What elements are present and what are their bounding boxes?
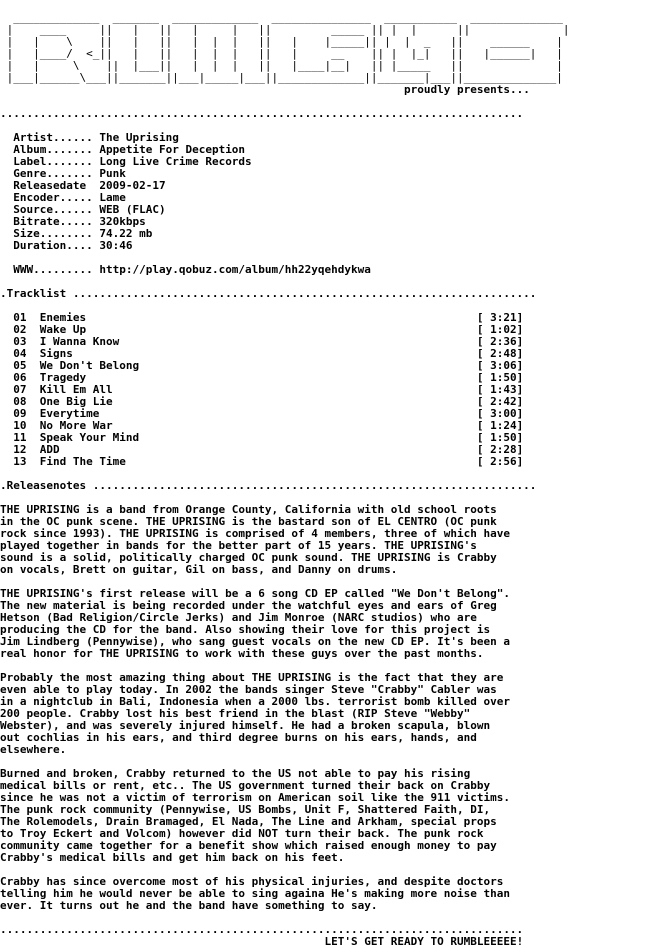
track-title: Find The Time	[39, 455, 126, 468]
info-value: WEB (FLAC)	[99, 203, 166, 216]
info-value: Lame	[99, 191, 126, 204]
info-label: Label.......	[13, 155, 93, 168]
release-note-paragraph: THE UPRISING's first release will be a 6 song CD EP called "We Don't Belong". The new material is being recorded under the watchful eyes and ears of Greg Hetson (Bad Religion/Circle Jerks) and Jim Monroe (NARC studios) who are producing the CD for the band. Also showing their love for this project is Jim Lindberg (Pennywise), who sang guest vocals on the new CD EP. It's been a real honor for THE UPRISING to work with these guys over the past months.	[0, 587, 510, 660]
track-duration: [ 2:36]	[476, 335, 524, 348]
track-duration: [ 1:24]	[476, 419, 524, 432]
logo-art-line: | |____/ <_|| | || | | | || | __ || | |_| || |______| |	[0, 47, 563, 60]
footer-row	[0, 936, 570, 948]
track-title: Tragedy	[39, 371, 87, 384]
info-label: Encoder.....	[13, 191, 93, 204]
track-title: Speak Your Mind	[39, 431, 140, 444]
info-label: Genre.......	[13, 167, 93, 180]
track-number: 09	[13, 407, 27, 420]
info-value: The Uprising	[99, 131, 179, 144]
info-value: Punk	[99, 167, 126, 180]
track-duration: [ 3:00]	[476, 407, 524, 420]
tagline-spacer	[0, 83, 404, 96]
track-duration: [ 2:48]	[476, 347, 524, 360]
track-number: 05	[13, 359, 27, 372]
track-number: 13	[13, 455, 27, 468]
tracklist-header: .Tracklist ......................................................................	[0, 287, 537, 300]
track-number: 12	[13, 443, 27, 456]
info-label: Album.......	[13, 143, 93, 156]
track-number: 10	[13, 419, 27, 432]
releasenotes-header: .Releasenotes ...................................................................	[0, 479, 537, 492]
info-value: 74.22 mb	[99, 227, 153, 240]
track-duration: [ 1:50]	[476, 371, 524, 384]
info-label: Duration....	[13, 239, 93, 252]
footer-slogan: LET'S GET READY TO RUMBLEEEEE!	[324, 935, 524, 948]
www-row	[0, 264, 570, 276]
info-label: Releasedate	[13, 179, 93, 192]
info-row	[0, 240, 570, 252]
logo-art-line: _____________ _______ _____________ _______________ ___________ ______________	[0, 11, 563, 24]
rumble-logo	[0, 12, 570, 84]
track-number: 02	[13, 323, 27, 336]
track-title: I Wanna Know	[39, 335, 120, 348]
track-title: Signs	[39, 347, 73, 360]
track-duration: [ 2:42]	[476, 395, 524, 408]
info-label: Source......	[13, 203, 93, 216]
track-duration: [ 1:43]	[476, 383, 524, 396]
track-duration: [ 2:28]	[476, 443, 524, 456]
track-number: 03	[13, 335, 27, 348]
release-note-paragraph: Probably the most amazing thing about THE UPRISING is the fact that they are even able to play today. In 2002 the bands singer Steve "Crabby" Cabler was in a nightclub in Bali, Indonesia when a 2000 lbs. terrorist bomb killed over 200 people. Crabby lost his best friend in the blast (RIP Steve "Webby" Webster), and was severely injured himself. He had a broken scapula, blown out cochlias in his ears, and third degree burns on his ears, hands, and elsewhere.	[0, 671, 510, 756]
divider: ...............................................................................	[0, 923, 524, 936]
info-value: 320kbps	[99, 215, 146, 228]
www-label: WWW.........	[13, 263, 93, 276]
logo-art-line: | | \ || | || | | | || | |_____|| | | _ || ______ |	[0, 35, 563, 48]
track-duration: [ 3:06]	[476, 359, 524, 372]
track-title: Everytime	[39, 407, 100, 420]
release-note-paragraph: Crabby has since overcome most of his physical injuries, and despite doctors telling him he would never be able to sing againa He's making more noise than ever. It turns out he and the band have something to say.	[0, 875, 510, 912]
track-title: ADD	[39, 443, 60, 456]
logo-art-line: | ____ || | || | | || _____ || | | || |	[0, 23, 570, 36]
info-label: Artist......	[13, 131, 93, 144]
info-value: 30:46	[99, 239, 133, 252]
track-number: 01	[13, 311, 27, 324]
track-title: No More War	[39, 419, 113, 432]
track-title: One Big Lie	[39, 395, 113, 408]
track-title: Kill Em All	[39, 383, 113, 396]
logo-art-line: |___|______\___||_______||___|_____|___||_____________||_______|___||______________|	[0, 71, 563, 84]
track-duration: [ 1:02]	[476, 323, 524, 336]
info-value: Appetite For Deception	[99, 143, 246, 156]
track-number: 06	[13, 371, 27, 384]
track-title: Enemies	[39, 311, 87, 324]
track-title: Wake Up	[39, 323, 87, 336]
www-link: http://play.qobuz.com/album/hh22yqehdykwa	[99, 263, 371, 276]
release-note-paragraph: THE UPRISING is a band from Orange County, California with old school roots in the OC punk scene. THE UPRISING is the bastard son of EL CENTRO (OC punk rock since 1993). THE UPRISING is comprised of 4 members, three of which have played together in bands for the better part of 15 years. THE UPRISING's sound is a solid, politically charged OC punk sound. THE UPRISING is Crabby on vocals, Brett on guitar, Gil on bass, and Danny on drums.	[0, 503, 510, 576]
track-number: 04	[13, 347, 27, 360]
track-duration: [ 3:21]	[476, 311, 524, 324]
track-number: 08	[13, 395, 27, 408]
info-label: Bitrate.....	[13, 215, 93, 228]
tagline: proudly presents...	[403, 83, 530, 96]
tagline-row	[0, 84, 570, 96]
info-value: 2009-02-17	[99, 179, 166, 192]
info-value: Long Live Crime Records	[99, 155, 252, 168]
track-row	[0, 456, 570, 468]
track-duration: [ 1:50]	[476, 431, 524, 444]
track-number: 07	[13, 383, 27, 396]
logo-art-line: | | \ || |___|| | | | || |____|__| || |_____ || |	[0, 59, 563, 72]
track-duration: [ 2:56]	[476, 455, 524, 468]
track-number: 11	[13, 431, 27, 444]
info-label: Size........	[13, 227, 93, 240]
release-note-paragraph: Burned and broken, Crabby returned to the US not able to pay his rising medical bills or rent, etc.. The US government turned their back on Crabby since he was not a victim of terrorism on American soil like the 911 victims. The punk rock community (Pennywise, US Bombs, Unit F, Shattered Faith, DI, The Rolemodels, Drain Bramaged, El Nada, The Line and Arkham, special props to Troy Eckert and Volcom) however did NOT turn their back. The punk rock community came together for a benefit show which raised enough money to pay Crabby's medical bills and get him back on his feet.	[0, 767, 510, 864]
track-title: We Don't Belong	[39, 359, 140, 372]
divider: ...............................................................................	[0, 107, 524, 120]
